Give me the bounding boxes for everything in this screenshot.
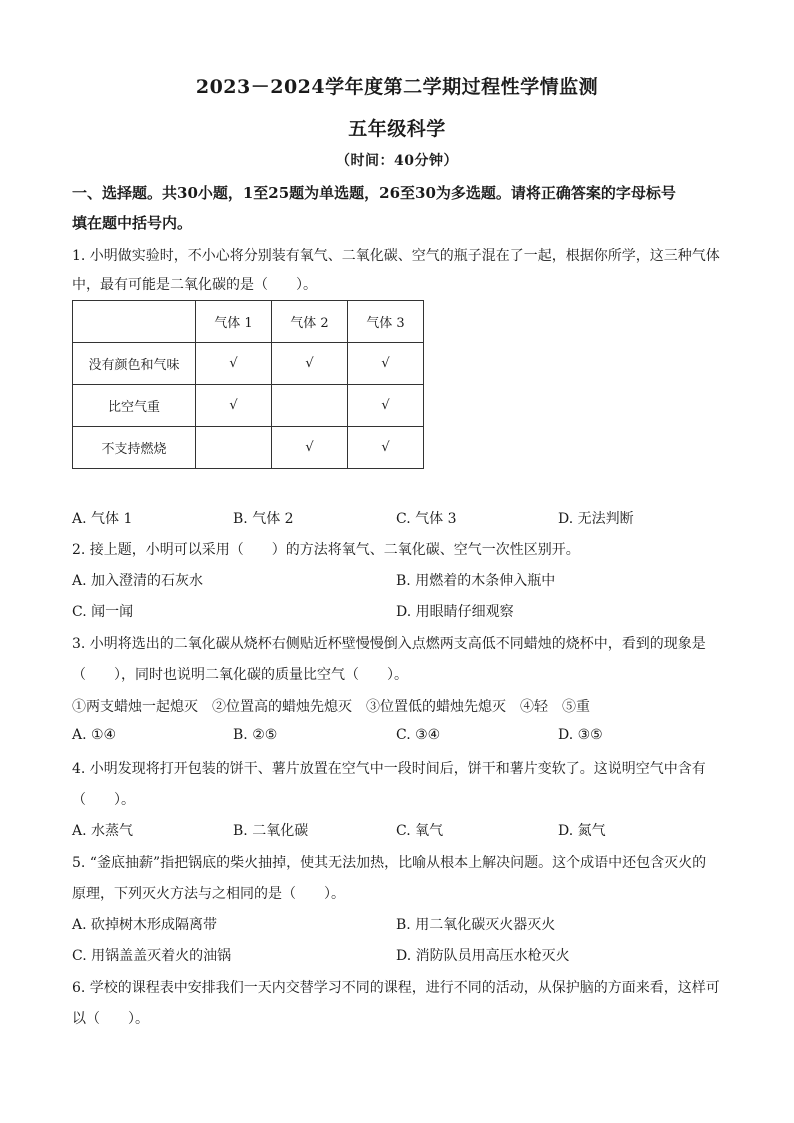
table-row bbox=[73, 385, 424, 427]
table-cell: √ bbox=[196, 385, 272, 427]
section-heading-line2: 填在题中括号内。 bbox=[72, 214, 193, 232]
table-header: 气体 1 bbox=[196, 301, 272, 343]
table-cell bbox=[73, 301, 196, 343]
exam-time: （时间：40分钟） bbox=[336, 153, 458, 169]
table-row-label: 比空气重 bbox=[73, 385, 196, 427]
table-cell: √ bbox=[272, 427, 348, 469]
q2-line1: 2. 接上题，小明可以采用（ ）的方法将氧气、二氧化碳、空气一次性区别开。 bbox=[72, 542, 580, 558]
q1-line2: 中，最有可能是二氧化碳的是（ ）。 bbox=[72, 277, 317, 293]
q1-option-c: C. 气体 3 bbox=[396, 511, 457, 527]
q3-choices: ①两支蜡烛一起熄灭 ②位置高的蜡烛先熄灭 ③位置低的蜡烛先熄灭 ④轻 ⑤重 bbox=[72, 699, 590, 715]
table-row-label: 没有颜色和气味 bbox=[73, 343, 196, 385]
table-cell: √ bbox=[348, 427, 424, 469]
table-cell bbox=[272, 385, 348, 427]
q4-option-a: A. 水蒸气 bbox=[72, 823, 134, 839]
table-row bbox=[73, 427, 424, 469]
table-cell: √ bbox=[348, 343, 424, 385]
table-cell: √ bbox=[272, 343, 348, 385]
table-header: 气体 2 bbox=[272, 301, 348, 343]
table-cell bbox=[196, 427, 272, 469]
q4-line1: 4. 小明发现将打开包装的饼干、薯片放置在空气中一段时间后，饼干和薯片变软了。这说明空气中含有 bbox=[72, 761, 706, 777]
q5-line2: 原理，下列灭火方法与之相同的是（ ）。 bbox=[72, 886, 345, 902]
q4-option-d: D. 氮气 bbox=[558, 823, 606, 839]
q5-option-a: A. 砍掉树木形成隔离带 bbox=[72, 917, 218, 933]
q4-line2: （ ）。 bbox=[72, 792, 135, 808]
exam-title: 2023－2024学年度第二学期过程性学情监测 bbox=[195, 76, 599, 98]
q6-line1: 6. 学校的课程表中安排我们一天内交替学习不同的课程，进行不同的活动，从保护脑的方面来看，这样可 bbox=[72, 980, 720, 996]
q3-option-a: A. ①④ bbox=[72, 727, 117, 743]
q5-option-c: C. 用锅盖盖灭着火的油锅 bbox=[72, 948, 232, 964]
q1-option-a: A. 气体 1 bbox=[72, 511, 133, 527]
q2-option-b: B. 用燃着的木条伸入瓶中 bbox=[396, 573, 556, 589]
q5-option-d: D. 消防队员用高压水枪灭火 bbox=[396, 948, 570, 964]
table-row bbox=[73, 343, 424, 385]
q4-option-b: B. 二氧化碳 bbox=[233, 823, 309, 839]
q3-line2: （ ），同时也说明二氧化碳的质量比空气（ ）。 bbox=[72, 667, 408, 683]
table-cell: √ bbox=[348, 385, 424, 427]
q2-option-d: D. 用眼睛仔细观察 bbox=[396, 604, 514, 620]
q5-option-b: B. 用二氧化碳灭火器灭火 bbox=[396, 917, 556, 933]
section-heading-line1: 一、选择题。共30小题，1至25题为单选题，26至30为多选题。请将正确答案的字母标号 bbox=[72, 184, 676, 202]
q1-option-d: D. 无法判断 bbox=[558, 511, 634, 527]
q3-option-d: D. ③⑤ bbox=[558, 727, 603, 743]
q1-gas-table bbox=[72, 300, 424, 469]
q1-option-b: B. 气体 2 bbox=[233, 511, 294, 527]
q3-option-b: B. ②⑤ bbox=[233, 727, 278, 743]
q2-option-a: A. 加入澄清的石灰水 bbox=[72, 573, 204, 589]
exam-subject: 五年级科学 bbox=[348, 118, 446, 140]
table-cell: √ bbox=[196, 343, 272, 385]
q6-line2: 以（ ）。 bbox=[72, 1011, 149, 1027]
q2-option-c: C. 闻一闻 bbox=[72, 604, 134, 620]
q3-option-c: C. ③④ bbox=[396, 727, 441, 743]
q5-line1: 5. “釜底抽薪”指把锅底的柴火抽掉，使其无法加热，比喻从根本上解决问题。这个成语中还包含灭火的 bbox=[72, 855, 707, 871]
q3-line1: 3. 小明将选出的二氧化碳从烧杯右侧贴近杯壁慢慢倒入点燃两支高低不同蜡烛的烧杯中，看到的现象是 bbox=[72, 636, 706, 652]
table-row-label: 不支持燃烧 bbox=[73, 427, 196, 469]
table-row bbox=[73, 301, 424, 343]
q1-line1: 1. 小明做实验时，不小心将分别装有氧气、二氧化碳、空气的瓶子混在了一起，根据你所学，这三种气体 bbox=[72, 248, 720, 264]
q4-option-c: C. 氧气 bbox=[396, 823, 444, 839]
table-header: 气体 3 bbox=[348, 301, 424, 343]
